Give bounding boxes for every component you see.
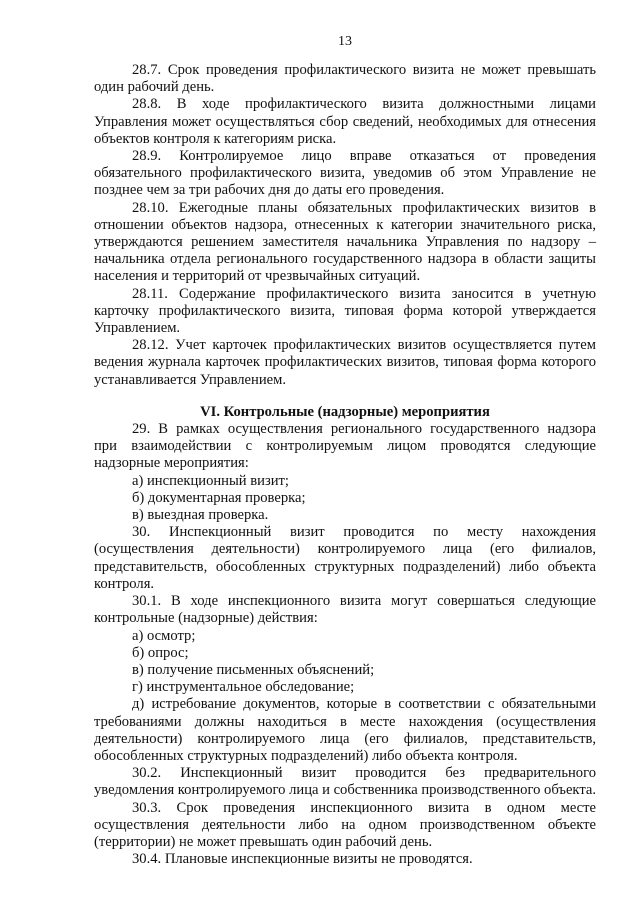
paragraph-30-4: 30.4. Плановые инспекционные визиты не проводятся. bbox=[132, 851, 473, 868]
paragraph-28-7: 28.7. Срок проведения профилактического визита не может превышать один рабочий день. bbox=[94, 62, 596, 96]
page-number: 13 bbox=[338, 34, 352, 49]
document-body bbox=[94, 62, 596, 868]
list-item-30-1-a: а) осмотр; bbox=[132, 627, 196, 644]
paragraph-28-10: 28.10. Ежегодные планы обязательных профилактических визитов в отношении объектов надзора, отнесенных к категории значительного риска, утверждаются решением заместителя начальника Управления по надзору – начальника отдела регионального государственного надзора в области защиты населения и территорий от чрезвычайных ситуаций. bbox=[94, 199, 596, 285]
list-item-30-1-b: б) опрос; bbox=[132, 644, 189, 661]
paragraph-30-1: 30.1. В ходе инспекционного визита могут совершаться следующие контрольные (надзорные) действия: bbox=[94, 593, 596, 627]
paragraph-28-8: 28.8. В ходе профилактического визита должностными лицами Управления может осуществляться сбор сведений, необходимых для отнесения объектов контроля к категориям риска. bbox=[94, 96, 596, 147]
list-item-30-1-c: в) получение письменных объяснений; bbox=[132, 661, 375, 678]
paragraph-28-11: 28.11. Содержание профилактического визита заносится в учетную карточку профилактического визита, типовая форма которой утверждается Управлением. bbox=[94, 285, 596, 337]
paragraph-29: 29. В рамках осуществления регионального государственного надзора при взаимодействии с контролируемым лицом проводятся следующие надзорные мероприятия: bbox=[94, 421, 596, 472]
paragraph-28-9: 28.9. Контролируемое лицо вправе отказаться от проведения обязательного профилактического визита, уведомив об этом Управление не позднее чем за три рабочих дня до даты его проведения. bbox=[94, 148, 596, 199]
list-item-29-c: в) выездная проверка. bbox=[132, 507, 269, 524]
paragraph-30-3: 30.3. Срок проведения инспекционного визита в одном месте осуществления деятельности либо на одном производственном объекте (территории) не может превышать один рабочий день. bbox=[94, 799, 596, 850]
section-heading: VI. Контрольные (надзорные) мероприятия bbox=[200, 403, 490, 420]
list-item-29-a: а) инспекционный визит; bbox=[132, 472, 289, 489]
list-item-30-1-d: г) инструментальное обследование; bbox=[132, 679, 355, 696]
list-item-29-b: б) документарная проверка; bbox=[132, 489, 306, 506]
paragraph-28-12: 28.12. Учет карточек профилактических визитов осуществляется путем ведения журнала карточек профилактических визитов, типовая форма которого устанавливается Управлением. bbox=[94, 337, 596, 388]
list-item-30-1-e: д) истребование документов, которые в соответствии с обязательными требованиями должны находиться в месте нахождения (осуществления деятельности) контролируемого лица (его филиалов, представительств, обособленных структурных подразделений) либо объекта контроля. bbox=[94, 696, 596, 764]
paragraph-30: 30. Инспекционный визит проводится по месту нахождения (осуществления деятельности) контролируемого лица (его филиалов, представительств, обособленных структурных подразделений) либо объекта контроля. bbox=[94, 524, 596, 592]
paragraph-30-2: 30.2. Инспекционный визит проводится без предварительного уведомления контролируемого лица и собственника производственного объекта. bbox=[94, 765, 597, 799]
